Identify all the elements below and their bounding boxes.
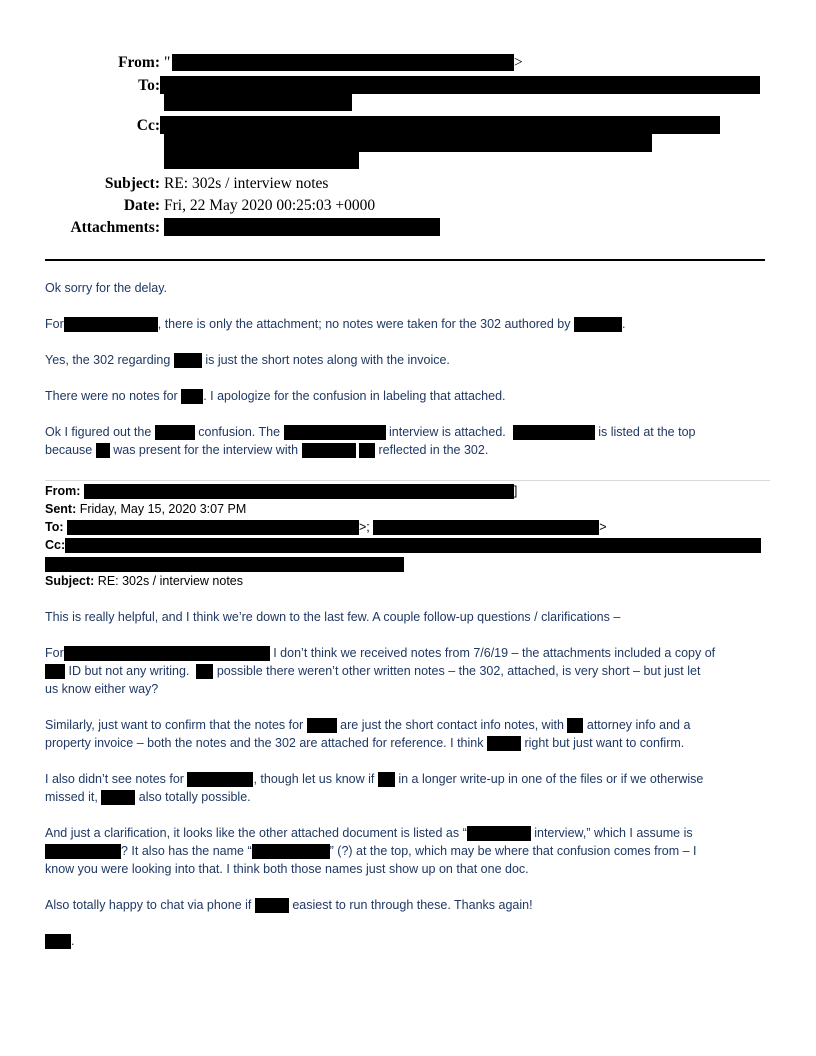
redaction: [67, 520, 359, 535]
redaction: [359, 443, 375, 458]
orig-signature: .: [45, 934, 74, 949]
redaction: [373, 520, 599, 535]
redaction: [155, 425, 195, 440]
date-label: Date:: [123, 197, 160, 214]
redaction-to-line2: [164, 94, 352, 111]
orig-paragraph-5-line3: know you were looking into that. I think both those names just show up on that one doc.: [45, 862, 529, 876]
redaction: [255, 898, 289, 913]
redaction: [174, 353, 202, 368]
redaction: [45, 664, 65, 679]
orig-paragraph-4-line2: missed it, also totally possible.: [45, 790, 251, 804]
redaction: [84, 484, 514, 499]
orig-sent-line: Sent: Friday, May 15, 2020 3:07 PM: [45, 502, 247, 516]
redaction: [101, 790, 135, 805]
redaction: [96, 443, 110, 458]
redaction-from: [172, 54, 514, 71]
subject-label: Subject:: [104, 175, 160, 192]
redaction: [574, 317, 622, 332]
redaction: [567, 718, 583, 733]
redaction: [45, 934, 71, 949]
redaction: [307, 718, 337, 733]
orig-paragraph-6: Also totally happy to chat via phone if easiest to run through these. Thanks again!: [45, 898, 533, 912]
from-label: From:: [118, 54, 160, 71]
orig-subject-line: Subject: RE: 302s / interview notes: [45, 574, 244, 588]
orig-paragraph-1: This is really helpful, and I think we’re down to the last few. A couple follow-up questions / clarifications –: [45, 610, 621, 624]
redaction: [187, 772, 253, 787]
from-close: >: [514, 54, 523, 71]
redaction: [302, 443, 356, 458]
redaction: [64, 646, 270, 661]
reply-paragraph-4: There were no notes for . I apologize for the confusion in labeling that attached.: [45, 389, 506, 403]
redaction: [181, 389, 203, 404]
orig-from-line: From: ]: [45, 484, 518, 498]
redaction-orig-cc-line2: [45, 557, 404, 572]
redaction: [64, 317, 158, 332]
redaction: [45, 844, 121, 859]
redaction: [196, 664, 213, 679]
redaction: [252, 844, 330, 859]
orig-paragraph-2-line2: ID but not any writing. possible there weren’t other written notes – the 302, attached, is very short – but just let: [45, 664, 700, 679]
redaction: [467, 826, 531, 841]
orig-paragraph-2-line3: us know either way?: [45, 682, 159, 696]
orig-paragraph-2-line1: For I don’t think we received notes from 7/6/19 – the attachments included a copy of: [45, 646, 716, 660]
orig-paragraph-5-line2: ? It also has the name “ ” (?) at the top, which may be where that confusion comes from – I: [45, 844, 696, 859]
redaction-attachments: [164, 218, 440, 236]
orig-paragraph-3-line2: property invoice – both the notes and the 302 are attached for reference. I think right but just want to confirm.: [45, 736, 685, 750]
redaction: [284, 425, 386, 440]
redaction-cc-line3: [164, 152, 359, 169]
cc-label: Cc:: [136, 117, 160, 134]
attachments-label: Attachments:: [70, 219, 160, 236]
reply-paragraph-3: Yes, the 302 regarding is just the short notes along with the invoice.: [45, 353, 450, 367]
quoted-divider: [45, 480, 770, 481]
to-label: To:: [138, 77, 160, 94]
redaction-to-line1: [160, 76, 760, 94]
reply-paragraph-1: Ok sorry for the delay.: [45, 281, 168, 295]
orig-cc-line: Cc:: [45, 538, 761, 553]
orig-paragraph-4-line1: I also didn’t see notes for , though let us know if in a longer write-up in one of the files or if we otherwise: [45, 772, 704, 786]
orig-to-line: To: >; >: [45, 520, 607, 534]
from-quote: ": [164, 54, 171, 71]
orig-paragraph-5-line1: And just a clarification, it looks like the other attached document is listed as “ interview,” which I assume is: [45, 826, 693, 840]
reply-paragraph-5-line1: Ok I figured out the confusion. The interview is attached. is listed at the top: [45, 425, 696, 439]
orig-paragraph-3-line1: Similarly, just want to confirm that the notes for are just the short contact info notes, with attorney info and a: [45, 718, 691, 732]
header-divider: [45, 259, 765, 261]
subject-value: RE: 302s / interview notes: [164, 175, 329, 192]
redaction: [513, 425, 595, 440]
reply-paragraph-2: For , there is only the attachment; no notes were taken for the 302 authored by .: [45, 317, 626, 331]
redaction-cc-line1: [160, 116, 720, 134]
reply-paragraph-5-line2: because was present for the interview with reflected in the 302.: [45, 443, 489, 457]
redaction-cc-line2: [164, 134, 652, 152]
date-value: Fri, 22 May 2020 00:25:03 +0000: [164, 197, 376, 214]
redaction: [378, 772, 395, 787]
redaction: [487, 736, 521, 751]
redaction: [65, 538, 761, 553]
